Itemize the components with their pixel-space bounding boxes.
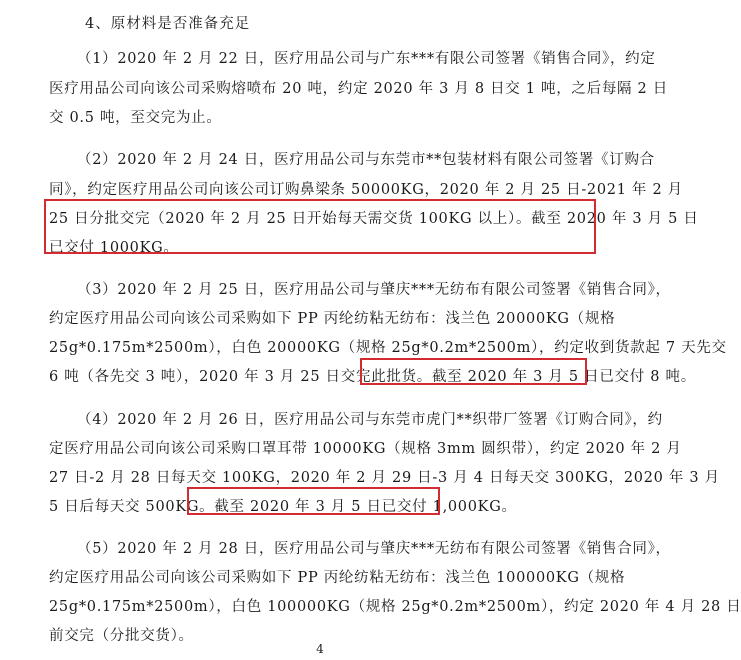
page-number: 4 — [316, 642, 324, 656]
paragraph-2-line-2: 同》，约定医疗用品公司向该公司订购鼻梁条 50000KG，2020 年 2 月 25 日-2021 年 2 月 — [49, 182, 683, 198]
highlight-box-paragraph-4 — [187, 487, 440, 515]
paragraph-3-line-4: 6 吨（各先交 3 吨），2020 年 3 月 25 日交完此批货。截至 2020 年 3 月 5 日已交付 8 吨。 — [49, 369, 696, 385]
paragraph-2-line-4: 已交付 1000KG。 — [49, 240, 179, 256]
highlight-box-paragraph-2 — [44, 199, 596, 254]
paragraph-2-line-1: （2）2020 年 2 月 24 日，医疗用品公司与东莞市**包装材料有限公司签署《订购合 — [77, 152, 655, 168]
paragraph-4-line-3: 27 日-2 月 28 日每天交 100KG，2020 年 2 月 29 日-3 月 4 日每天交 300KG，2020 年 3 月 — [49, 470, 720, 486]
paragraph-5-line-4: 前交完（分批交货）。 — [49, 628, 194, 644]
paragraph-1-line-1: （1）2020 年 2 月 22 日，医疗用品公司与广东***有限公司签署《销售合同》，约定 — [77, 51, 656, 67]
paragraph-4-line-4: 5 日后每天交 500KG。截至 2020 年 3 月 5 日已交付 1,000KG。 — [49, 499, 517, 515]
paragraph-4-line-1: （4）2020 年 2 月 26 日，医疗用品公司与东莞市虎门**织带厂签署《订购合同》，约 — [77, 412, 663, 428]
paragraph-3-line-3: 25g*0.175m*2500m），白色 20000KG（规格 25g*0.2m*2500m），约定收到货款起 7 天先交 — [49, 340, 727, 356]
paragraph-1-line-2: 医疗用品公司向该公司采购熔喷布 20 吨，约定 2020 年 3 月 8 日交 1 吨，之后每隔 2 日 — [49, 81, 668, 97]
paragraph-4-line-2: 定医疗用品公司向该公司采购口罩耳带 10000KG（规格 3mm 圆织带），约定 2020 年 2 月 — [49, 441, 682, 457]
paragraph-5-line-1: （5）2020 年 2 月 28 日，医疗用品公司与肇庆***无纺布有限公司签署《销售合同》， — [77, 541, 671, 557]
paragraph-5-line-2: 约定医疗用品公司向该公司采购如下 PP 丙纶纺粘无纺布：浅兰色 100000KG（规格 — [49, 570, 626, 586]
paragraph-5-line-3: 25g*0.175m*2500m），白色 100000KG（规格 25g*0.2m*2500m），约定 2020 年 4 月 28 日 — [49, 599, 741, 615]
highlight-box-paragraph-3 — [360, 358, 587, 385]
paragraph-2-line-3: 25 日分批交完（2020 年 2 月 25 日开始每天需交货 100KG 以上）。截至 2020 年 3 月 5 日 — [49, 211, 699, 227]
paragraph-3-line-2: 约定医疗用品公司向该公司采购如下 PP 丙纶纺粘无纺布：浅兰色 20000KG（规格 — [49, 311, 616, 327]
section-heading: 4、原材料是否准备充足 — [85, 16, 251, 32]
paragraph-1-line-3: 交 0.5 吨，至交完为止。 — [49, 110, 222, 126]
paragraph-3-line-1: （3）2020 年 2 月 25 日，医疗用品公司与肇庆***无纺布有限公司签署《销售合同》， — [77, 282, 671, 298]
